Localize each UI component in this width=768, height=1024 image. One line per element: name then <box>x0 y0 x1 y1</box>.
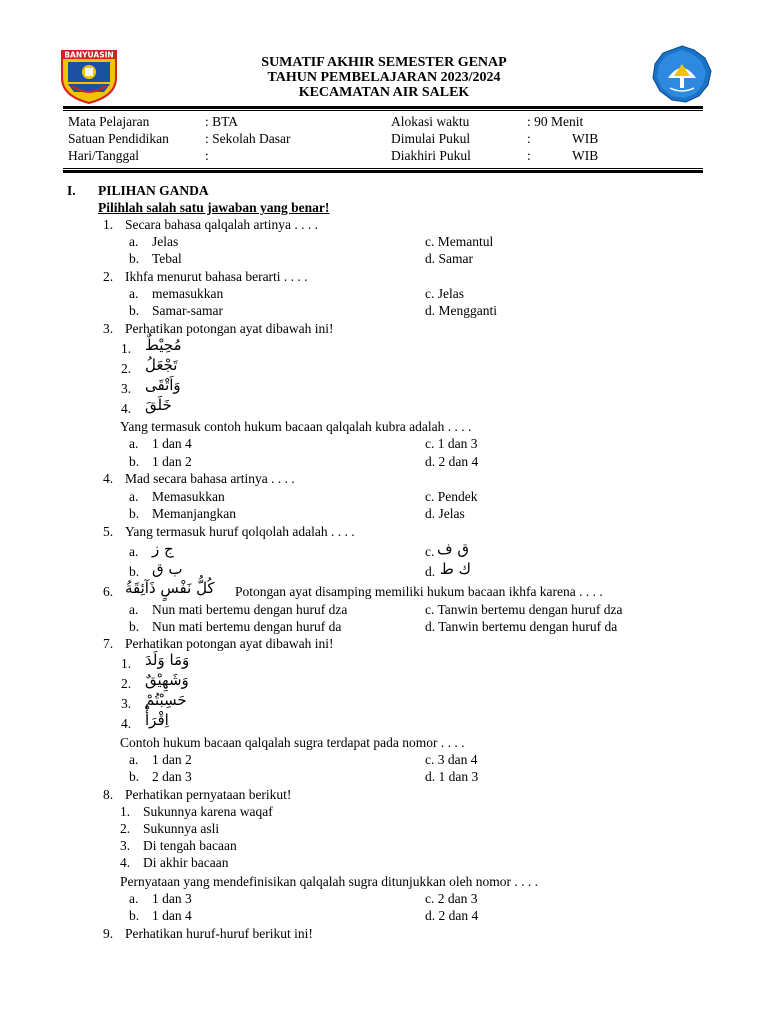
end-time-label: Diakhiri Pukul <box>391 148 471 163</box>
subject-value: : BTA <box>205 114 239 129</box>
q6-option-a-letter: a. <box>129 602 139 617</box>
q8-option-c: c. 2 dan 3 <box>425 891 478 906</box>
question-5-number: 5. <box>103 524 114 539</box>
q5-option-c-arabic: ق ف <box>437 540 469 558</box>
q7-item-2-arabic: وَشَهِيْقٌ <box>145 671 189 689</box>
q8-option-a-letter: a. <box>129 891 139 906</box>
q6-option-d: d. Tanwin bertemu dengan huruf da <box>425 619 618 634</box>
q8-option-b: 1 dan 4 <box>152 908 192 923</box>
question-8-number: 8. <box>103 787 114 802</box>
district-name: KECAMATAN AIR SALEK <box>298 85 470 100</box>
q5-option-a-letter: a. <box>129 544 139 559</box>
q7-item-2-number: 2. <box>121 676 132 691</box>
q5-option-d-arabic: ك ط <box>440 560 472 578</box>
q7-question: Contoh hukum bacaan qalqalah sugra terdapat pada nomor . . . . <box>120 735 465 750</box>
q4-option-d: d. Jelas <box>425 506 465 521</box>
date-label: Hari/Tanggal <box>68 148 140 163</box>
question-4-text: Mad secara bahasa artinya . . . . <box>125 471 295 486</box>
q2-option-b: Samar-samar <box>152 303 223 318</box>
q8-statement-1-number: 1. <box>120 804 131 819</box>
question-4-number: 4. <box>103 471 114 486</box>
q8-statement-2-number: 2. <box>120 821 131 836</box>
question-7-number: 7. <box>103 636 114 651</box>
exam-title: SUMATIF AKHIR SEMESTER GENAP <box>261 55 507 70</box>
q8-option-b-letter: b. <box>129 908 140 923</box>
date-value: : <box>205 148 209 163</box>
q8-question: Pernyataan yang mendefinisikan qalqalah sugra ditunjukkan oleh nomor . . . . <box>120 874 539 889</box>
q6-arabic-verse: كُلُّ نَفْسٍ ذَآئِقَةُ <box>125 579 215 597</box>
q7-option-b-letter: b. <box>129 769 140 784</box>
question-1-text: Secara bahasa qalqalah artinya . . . . <box>125 217 319 232</box>
q1-option-b-letter: b. <box>129 251 140 266</box>
q3-option-a-letter: a. <box>129 436 139 451</box>
q8-statement-3-number: 3. <box>120 838 131 853</box>
q7-option-a: 1 dan 2 <box>152 752 192 767</box>
header-rule-top-thin <box>63 110 703 111</box>
question-3-number: 3. <box>103 321 114 336</box>
school-level-value: : Sekolah Dasar <box>205 131 291 146</box>
end-time-colon: : <box>527 148 531 163</box>
question-2-number: 2. <box>103 269 114 284</box>
section-title: PILIHAN GANDA <box>98 183 209 198</box>
q5-option-c-letter: c. <box>425 544 435 559</box>
question-1-number: 1. <box>103 217 114 232</box>
question-6-number: 6. <box>103 584 114 599</box>
q7-item-3-arabic: حَسِبْتُمْ <box>145 691 187 709</box>
q3-item-1-arabic: مُحِيْطٌ <box>145 336 182 354</box>
header-rule-top <box>63 106 703 109</box>
q8-statement-3: Di tengah bacaan <box>143 838 237 853</box>
info-rule-bottom-thick <box>63 170 703 173</box>
start-time-colon: : <box>527 131 531 146</box>
q2-option-a-letter: a. <box>129 286 139 301</box>
school-level-label: Satuan Pendidikan <box>68 131 169 146</box>
q7-item-1-number: 1. <box>121 656 132 671</box>
q8-statement-4: Di akhir bacaan <box>143 855 229 870</box>
section-instruction: Pilihlah salah satu jawaban yang benar! <box>98 200 330 215</box>
q4-option-b: Memanjangkan <box>152 506 236 521</box>
q1-option-c: c. Memantul <box>425 234 494 249</box>
q2-option-c: c. Jelas <box>425 286 464 301</box>
q7-option-b: 2 dan 3 <box>152 769 192 784</box>
q4-option-a: Memasukkan <box>152 489 225 504</box>
duration-value: : 90 Menit <box>527 114 584 129</box>
q6-option-b-letter: b. <box>129 619 140 634</box>
q6-option-c: c. Tanwin bertemu dengan huruf dza <box>425 602 623 617</box>
q4-option-a-letter: a. <box>129 489 139 504</box>
question-2-text: Ikhfa menurut bahasa berarti . . . . <box>125 269 308 284</box>
q8-statement-1: Sukunnya karena waqaf <box>143 804 273 819</box>
question-5-text: Yang termasuk huruf qolqolah adalah . . . . <box>125 524 355 539</box>
q3-item-4-number: 4. <box>121 401 132 416</box>
question-7-text: Perhatikan potongan ayat dibawah ini! <box>125 636 334 651</box>
start-time-label: Dimulai Pukul <box>391 131 471 146</box>
q3-item-1-number: 1. <box>121 341 132 356</box>
q1-option-a-letter: a. <box>129 234 139 249</box>
q7-option-d: d. 1 dan 3 <box>425 769 479 784</box>
end-time-unit: WIB <box>572 148 599 163</box>
q4-option-b-letter: b. <box>129 506 140 521</box>
q3-item-4-arabic: خَلَقَ <box>145 396 172 414</box>
q2-option-d: d. Mengganti <box>425 303 497 318</box>
q2-option-b-letter: b. <box>129 303 140 318</box>
q1-option-a: Jelas <box>152 234 179 249</box>
info-rule-bottom <box>63 168 703 169</box>
logo-left-text: BANYUASIN <box>64 50 114 60</box>
q7-item-4-arabic: اِقْرَأْ <box>145 711 169 729</box>
question-9-number: 9. <box>103 926 114 941</box>
q5-option-b-letter: b. <box>129 564 140 579</box>
q3-option-b-letter: b. <box>129 454 140 469</box>
q7-item-4-number: 4. <box>121 716 132 731</box>
q1-option-d: d. Samar <box>425 251 473 266</box>
q4-option-c: c. Pendek <box>425 489 478 504</box>
q8-option-d: d. 2 dan 4 <box>425 908 479 923</box>
q6-option-b: Nun mati bertemu dengan huruf da <box>152 619 342 634</box>
q3-option-d: d. 2 dan 4 <box>425 454 479 469</box>
question-9-text: Perhatikan huruf-huruf berikut ini! <box>125 926 313 941</box>
q3-item-2-arabic: تَجْعَلُ <box>145 356 178 374</box>
q7-item-3-number: 3. <box>121 696 132 711</box>
q8-statement-2: Sukunnya asli <box>143 821 220 836</box>
q5-option-b-arabic: ب ق <box>152 560 183 578</box>
subject-label: Mata Pelajaran <box>68 114 150 129</box>
academic-year: TAHUN PEMBELAJARAN 2023/2024 <box>267 70 501 85</box>
q8-statement-4-number: 4. <box>120 855 131 870</box>
q1-option-b: Tebal <box>152 251 182 266</box>
start-time-unit: WIB <box>572 131 599 146</box>
q7-item-1-arabic: وَمَا وَلَدَ <box>145 651 190 669</box>
q3-question: Yang termasuk contoh hukum bacaan qalqalah kubra adalah . . . . <box>120 419 472 434</box>
q3-item-3-number: 3. <box>121 381 132 396</box>
question-6-text: Potongan ayat disamping memiliki hukum bacaan ikhfa karena . . . . <box>235 584 603 599</box>
duration-label: Alokasi waktu <box>391 114 470 129</box>
q3-option-c: c. 1 dan 3 <box>425 436 478 451</box>
q3-item-3-arabic: وَاَتْقَى <box>145 376 181 394</box>
q8-option-a: 1 dan 3 <box>152 891 192 906</box>
q7-option-a-letter: a. <box>129 752 139 767</box>
q6-option-a: Nun mati bertemu dengan huruf dza <box>152 602 348 617</box>
question-3-text: Perhatikan potongan ayat dibawah ini! <box>125 321 334 336</box>
q2-option-a: memasukkan <box>152 286 224 301</box>
question-8-text: Perhatikan pernyataan berikut! <box>125 787 292 802</box>
q5-option-d-letter: d. <box>425 564 436 579</box>
q5-option-a-arabic: ج ز <box>152 540 174 558</box>
section-number: I. <box>67 183 76 198</box>
q7-option-c: c. 3 dan 4 <box>425 752 478 767</box>
q3-option-a: 1 dan 4 <box>152 436 192 451</box>
q3-option-b: 1 dan 2 <box>152 454 192 469</box>
q3-item-2-number: 2. <box>121 361 132 376</box>
